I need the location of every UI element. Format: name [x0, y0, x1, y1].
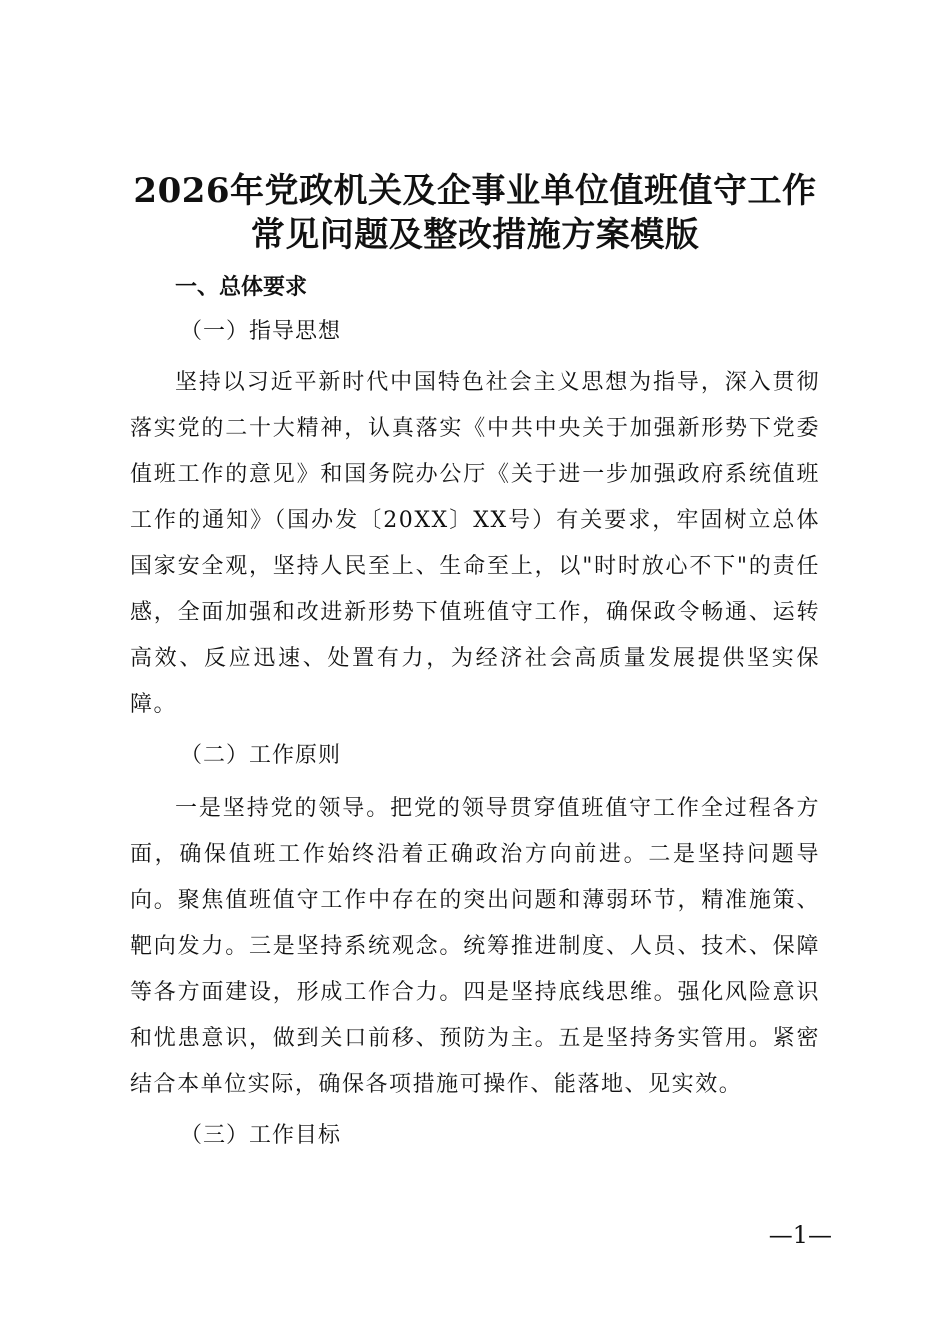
document-title-line-1: 2026年党政机关及企事业单位值班值守工作 — [133, 171, 817, 211]
paragraph-work-principles: 一是坚持党的领导。把党的领导贯穿值班值守工作全过程各方面，确保值班工作始终沿着正确政治方向前进。二是坚持问题导向。聚焦值班值守工作中存在的突出问题和薄弱环节，精准施策、靶向发力。三是坚持系统观念。统筹推进制度、人员、技术、保障等各方面建设，形成工作合力。四是坚持底线思维。强化风险意识和忧患意识，做到关口前移、预防为主。五是坚持务实管用。紧密结合本单位实际，确保各项措施可操作、能落地、见实效。 — [130, 796, 820, 1097]
document-body — [130, 266, 820, 1158]
subsection-heading-guiding-ideology: （一）指导思想 — [180, 319, 342, 344]
section-heading-overall-requirements: 一、总体要求 — [175, 275, 308, 300]
paragraph-guiding-ideology: 坚持以习近平新时代中国特色社会主义思想为指导，深入贯彻落实党的二十大精神，认真落实《中共中央关于加强新形势下党委值班工作的意见》和国务院办公厅《关于进一步加强政府系统值班工作的通知》（国办发〔20XX〕XX号）有关要求，牢固树立总体国家安全观，坚持人民至上、生命至上，以"时时放心不下"的责任感，全面加强和改进新形势下值班值守工作，确保政令畅通、运转高效、反应迅速、处置有力，为经济社会高质量发展提供坚实保障。 — [130, 370, 820, 717]
subsection-heading-work-principles: （二）工作原则 — [180, 743, 342, 768]
document-title-line-2: 常见问题及整改措施方案模版 — [250, 215, 700, 255]
subsection-heading-work-goals: （三）工作目标 — [180, 1123, 342, 1148]
page-number: —1— — [768, 1221, 832, 1249]
